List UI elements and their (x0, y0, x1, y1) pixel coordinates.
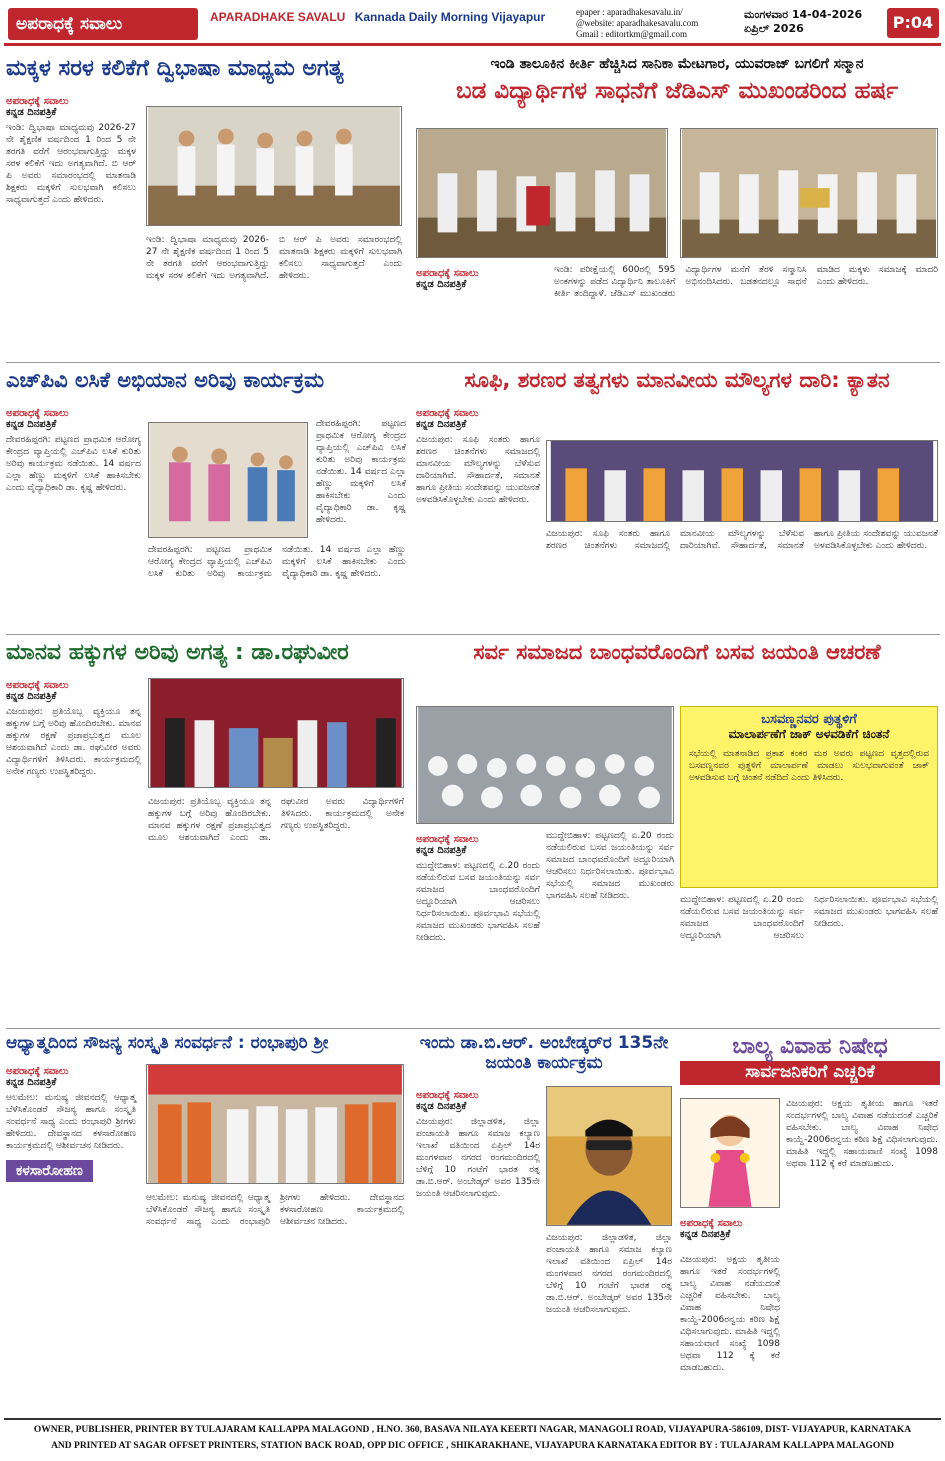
article-continued-2: ಮುದ್ದೇಬಿಹಾಳ: ಪಟ್ಟಣದಲ್ಲಿ ಏ.20 ರಂದು ನಡೆಯಲಿರುವ ಬಸವ ಜಯಂತಿಯನ್ನು ಸರ್ವ ಸಮಾಜದ ಬಾಂಧವರೊಂದಿಗೆ ಅದ್ದೂರಿಯಾಗಿ ಆಚರಿಸಲು ನಿರ್ಧರಿಸಲಾಯಿತು. ಪೂರ್ವಭಾವಿ ಸಭೆಯಲ್ಲಿ ಸಮಾಜದ ಮುಖಂಡರು ಭಾಗವಹಿಸಿ ಸಲಹೆ ನೀಡಿದರು. (680, 895, 938, 941)
byline: ಅಪರಾಧಕ್ಕೆ ಸವಾಲು (416, 834, 479, 845)
article-human-rights (6, 640, 406, 1022)
article-body: ವಿಜಯಪುರ: ಸೂಫಿ ಸಂತರು ಹಾಗೂ ಶರಣರ ಚಿಂತನೆಗಳು ಸಮಾಜದಲ್ಲಿ ಮಾನವೀಯ ಮೌಲ್ಯಗಳನ್ನು ಬೆಳೆಸುವ ದಾರಿಯಾಗಿವೆ. ಸೌಹಾರ್ದತೆ, ಸಮಾನತೆ ಹಾಗೂ ಪ್ರೀತಿಯ ಸಂದೇಶವನ್ನು ಯುವಜನತೆ ಅಳವಡಿಸಿಕೊಳ್ಳಬೇಕು ಎಂದು ಹೇಳಿದರು. (416, 435, 540, 505)
desk: ಕನ್ನಡ ದಿನಪತ್ರಿಕೆ (6, 107, 57, 118)
divider (6, 1028, 940, 1029)
page-number-badge: P:04 (887, 8, 939, 38)
article-text (6, 1062, 136, 1182)
desk: ಕನ್ನಡ ದಿನಪತ್ರಿಕೆ (680, 1229, 731, 1240)
child-bride-illustration (680, 1098, 780, 1208)
masthead (4, 4, 941, 46)
article-bilingual-medium (6, 56, 406, 356)
meeting-photo (416, 706, 674, 824)
human-rights-event-photo (148, 678, 404, 788)
headline: ಇಂದು ಡಾ.ಬಿ.ಆರ್. ಅಂಬೇಡ್ಕರ್‌ರ 135ನೇ ಜಯಂತಿ ಕಾರ್ಯಕ್ರಮ (419, 1034, 669, 1073)
article-continued: ವಿಜಯಪುರ: ಸೂಫಿ ಸಂತರು ಹಾಗೂ ಶರಣರ ಚಿಂತನೆಗಳು ಸಮಾಜದಲ್ಲಿ ಮಾನವೀಯ ಮೌಲ್ಯಗಳನ್ನು ಬೆಳೆಸುವ ದಾರಿಯಾಗಿವೆ. ಸೌಹಾರ್ದತೆ, ಸಮಾನತೆ ಹಾಗೂ ಪ್ರೀತಿಯ ಸಂದೇಶವನ್ನು ಯುವಜನತೆ ಅಳವಡಿಸಿಕೊಳ್ಳಬೇಕು ಎಂದು ಹೇಳಿದರು. (546, 529, 938, 551)
headline: ಮಕ್ಕಳ ಸರಳ ಕಲಿಕೆಗೆ ದ್ವಿಭಾಷಾ ಮಾಧ್ಯಮ ಅಗತ್ಯ (6, 56, 344, 81)
article-body: ಇಂಡಿ: ಪರೀಕ್ಷೆಯಲ್ಲಿ 600ರಲ್ಲಿ 595 ಅಂಕಗಳನ್ನು ಪಡೆದ ವಿದ್ಯಾರ್ಥಿನಿ ತಾಲೂಕಿಗೆ ಕೀರ್ತಿ ತಂದಿದ್ದಾಳೆ. ಜೆಡಿಎಸ್ ಮುಖಂಡರು ವಿದ್ಯಾರ್ಥಿಗಳ ಮನೆಗೆ ತೆರಳಿ ಸನ್ಮಾನಿಸಿ ಅಭಿನಂದಿಸಿದರು. ಬಡತನದಲ್ಲೂ ಸಾಧನೆ ಮಾಡಿದ ಮಕ್ಕಳು ಸಮಾಜಕ್ಕೆ ಮಾದರಿ ಎಂದು ಹೇಳಿದರು. (554, 265, 938, 299)
byline: ಅಪರಾಧಕ್ಕೆ ಸವಾಲು (416, 408, 479, 419)
article-body: ವಿಜಯಪುರ: ಅಕ್ಷಯ ತೃತೀಯ ಹಾಗೂ ಇತರೆ ಸಂದರ್ಭಗಳಲ್ಲಿ ಬಾಲ್ಯ ವಿವಾಹ ನಡೆಯದಂತೆ ಎಚ್ಚರಿಕೆ ವಹಿಸಬೇಕು. ಬಾಲ್ಯ ವಿವಾಹ ನಿಷೇಧ ಕಾಯ್ದೆ-2006ರನ್ವಯ ಕಠಿಣ ಶಿಕ್ಷೆ ವಿಧಿಸಲಾಗುವುದು. ಮಾಹಿತಿ ಇದ್ದಲ್ಲಿ ಸಹಾಯವಾಣಿ ಸಂಖ್ಯೆ 1098 ಅಥವಾ 112 ಕ್ಕೆ ಕರೆ ಮಾಡಬಹುದು. (786, 1099, 938, 1169)
kalasarohana-photo (146, 1064, 404, 1184)
article-body: ಆಲಮೇಲ: ಮನುಷ್ಯ ಜೀವನದಲ್ಲಿ ಆಧ್ಯಾತ್ಮ ಬೆಳೆಸಿಕೊಂಡರೆ ಸೌಜನ್ಯ ಹಾಗೂ ಸಂಸ್ಕೃತಿ ಸಂವರ್ಧನೆ ಸಾಧ್ಯ ಎಂದು ರಂಭಾಪುರಿ ಶ್ರೀಗಳು ಹೇಳಿದರು. ದೇವಸ್ಥಾನದ ಕಳಸಾರೋಹಣ ಕಾರ್ಯಕ್ರಮದಲ್ಲಿ ಆಶೀರ್ವಚನ ನೀಡಿದರು. (6, 1093, 136, 1151)
headline: ಸೂಫಿ, ಶರಣರ ತತ್ವಗಳು ಮಾನವೀಯ ಮೌಲ್ಯಗಳ ದಾರಿ: ಕ್ಯಾತನ (464, 368, 890, 392)
article-sufi-sharana (414, 368, 940, 628)
article-hpv-vaccine (6, 368, 406, 628)
article-body: ಇಂಡಿ: ದ್ವಿಭಾಷಾ ಮಾಧ್ಯಮವು 2026-27 ನೇ ಶೈಕ್ಷಣಿಕ ವರ್ಷದಿಂದ 1 ರಿಂದ 5 ನೇ ತರಗತಿ ವರೆಗೆ ಆರಂಭವಾಗುತ್ತಿದ್ದು ಮಕ್ಕಳ ಸರಳ ಕಲಿಕೆಗೆ ಇದು ಅಗತ್ಯವಾಗಿದೆ. ಬಿ ಆರ್ ಪಿ ಅವರು ಸಮಾರಂಭದಲ್ಲಿ ಮಾತನಾಡಿ ಶಿಕ್ಷಕರು ಮಕ್ಕಳಿಗೆ ಸುಲಭವಾಗಿ ಕಲಿಸಲು ಸಾಧ್ಯವಾಗುತ್ತದೆ ಎಂದು ಹೇಳಿದರು. (6, 123, 136, 205)
day-date: ಮಂಗಳವಾರ 14-04-2026 (744, 8, 863, 21)
article-child-marriage (680, 1034, 940, 1414)
box-title-1: ಬಸವಣ್ಣನವರ ಪುತ್ಥಳಿಗೆ (761, 712, 857, 727)
article-text (416, 264, 546, 294)
box-body: ಸಭೆಯಲ್ಲಿ ಮಾತನಾಡಿದ ಪ್ರಕಾಶ ಕಂಕರ ಮಠ ಅವರು ಪಟ್ಟಣದ ವೃತ್ತದಲ್ಲಿರುವ ಬಸವಣ್ಣನವರ ಪುತ್ಥಳಿಗೆ ಮಾಲಾರ್ಪಣೆ ಮಾಡಲು ಸುಲಭವಾಗುವಂತೆ ಜಾಕ್ ಅಳವಡಿಸುವ ಬಗ್ಗೆ ಚಿಂತನೆ ನಡೆದಿದೆ ಎಂದು ತಿಳಿಸಿದರು. (689, 748, 929, 783)
article-text (416, 404, 540, 506)
statue-jack-box (680, 706, 938, 888)
website-link[interactable]: @website: aparadhakesavalu.com (576, 18, 699, 28)
article-continued: ಇಂಡಿ: ದ್ವಿಭಾಷಾ ಮಾಧ್ಯಮವು 2026-27 ನೇ ಶೈಕ್ಷಣಿಕ ವರ್ಷದಿಂದ 1 ರಿಂದ 5 ನೇ ತರಗತಿ ವರೆಗೆ ಆರಂಭವಾಗುತ್ತಿದ್ದು ಮಕ್ಕಳ ಸರಳ ಕಲಿಕೆಗೆ ಇದು ಅಗತ್ಯವಾಗಿದೆ. ಬಿ ಆರ್ ಪಿ ಅವರು ಸಮಾರಂಭದಲ್ಲಿ ಮಾತನಾಡಿ ಶಿಕ್ಷಕರು ಮಕ್ಕಳಿಗೆ ಸುಲಭವಾಗಿ ಕಲಿಸಲು ಸಾಧ್ಯವಾಗುತ್ತದೆ ಎಂದು ಹೇಳಿದರು. (146, 235, 402, 281)
vaccine-camp-photo (148, 422, 308, 538)
article-rambhapuri-shri (6, 1034, 406, 1414)
desk: ಕನ್ನಡ ದಿನಪತ್ರಿಕೆ (6, 691, 57, 702)
article-basava-jayanti (414, 640, 940, 1022)
headline-1: ಬಾಲ್ಯ ವಿವಾಹ ನಿಷೇಧ (732, 1034, 888, 1059)
article-text (6, 92, 136, 206)
desk: ಕನ್ನಡ ದಿನಪತ್ರಿಕೆ (6, 419, 57, 430)
kicker: ಇಂಡಿ ತಾಲೂಕಿನ ಕೀರ್ತಿ ಹೆಚ್ಚಿಸಿದ ಸಾನಿಕಾ ಮೇಟಗಾರ, ಯುವರಾಜ್ ಬಗಲಿಗೆ ಸನ್ಮಾನ (490, 56, 864, 72)
article-continued: ದೇವರಹಿಪ್ಪರಗಿ: ಪಟ್ಟಣದ ಪ್ರಾಥಮಿಕ ಆರೋಗ್ಯ ಕೇಂದ್ರದ ವ್ಯಾಪ್ತಿಯಲ್ಲಿ ಎಚ್‌ಪಿವಿ ಲಸಿಕೆ ಕುರಿತು ಅರಿವು ಕಾರ್ಯಕ್ರಮ ನಡೆಯಿತು. 14 ವರ್ಷದ ಎಲ್ಲಾ ಹೆಣ್ಣು ಮಕ್ಕಳಿಗೆ ಲಸಿಕೆ ಹಾಕಿಸಬೇಕು ಎಂದು ವೈದ್ಯಾಧಿಕಾರಿ ಡಾ. ಕೃಷ್ಣ ಹೇಳಿದರು. (148, 545, 406, 579)
imprint-line-1: OWNER, PUBLISHER, PRINTER BY TULAJARAM KALLAPPA MALAGOND , H.NO. 360, BASAVA NILAYA KEERTI NAGAR, MANAGOLI ROAD, VIJAYAPURA-586109, DIST- VIJAYAPUR, KARNATAKA (33, 1425, 912, 1435)
article-body: ವಿಜಯಪುರ: ಜಿಲ್ಲಾಡಳಿತ, ಜಿಲ್ಲಾ ಪಂಚಾಯತಿ ಹಾಗೂ ಸಮಾಜ ಕಲ್ಯಾಣ ಇಲಾಖೆ ವತಿಯಿಂದ ಏಪ್ರಿಲ್ 14ರ ಮಂಗಳವಾರ ನಗರದ ರಂಗಮಂದಿರದಲ್ಲಿ ಬೆಳಿಗ್ಗೆ 10 ಗಂಟೆಗೆ ಭಾರತ ರತ್ನ ಡಾ.ಬಿ.ಆರ್. ಅಂಬೇಡ್ಕರ್ ಅವರ 135ನೇ ಜಯಂತಿ ಆಚರಿಸಲಾಗುವುದು. (416, 1117, 540, 1199)
byline: ಅಪರಾಧಕ್ಕೆ ಸವಾಲು (416, 1090, 479, 1101)
masthead-title (210, 10, 545, 24)
date-box (744, 8, 862, 36)
desk: ಕನ್ನಡ ದಿನಪತ್ರಿಕೆ (416, 1101, 467, 1112)
headline: ಬಡ ವಿದ್ಯಾರ್ಥಿಗಳ ಸಾಧನೆಗೆ ಜೆಡಿಎಸ್ ಮುಖಂಡರಿಂದ ಹರ್ಷ (456, 78, 898, 105)
byline: ಅಪರಾಧಕ್ಕೆ ಸವಾಲು (416, 268, 479, 279)
divider (6, 362, 940, 363)
byline: ಅಪರಾಧಕ್ಕೆ ಸವಾಲು (680, 1218, 743, 1229)
article-text (6, 676, 141, 778)
gmail-link[interactable]: Gmail : editortkm@gmail.com (576, 29, 688, 39)
article-ambedkar-jayanti (414, 1034, 674, 1414)
article-body: ವಿಜಯಪುರ: ಪ್ರತಿಯೊಬ್ಬ ವ್ಯಕ್ತಿಯೂ ತನ್ನ ಹಕ್ಕುಗಳ ಬಗ್ಗೆ ಅರಿವು ಹೊಂದಿರಬೇಕು. ಮಾನವ ಹಕ್ಕುಗಳ ರಕ್ಷಣೆ ಪ್ರಜಾಪ್ರಭುತ್ವದ ಮೂಲ ಆಶಯವಾಗಿದೆ ಎಂದು ಡಾ. ರಘುವೀರ ಅವರು ವಿದ್ಯಾರ್ಥಿಗಳಿಗೆ ತಿಳಿಸಿದರು. ಕಾರ್ಯಕ್ರಮದಲ್ಲಿ ಅನೇಕ ಗಣ್ಯರು ಉಪಸ್ಥಿತರಿದ್ದರು. (6, 707, 141, 777)
imprint-line-2: AND PRINTED AT SAGAR OFFSET PRINTERS, STATION BACK ROAD, OPP DIC OFFICE , SHIKARAKHANE, VIJAYAPURA KARNATAKA EDITOR BY : TULAJARAM KALLAPPA MALAGOND (51, 1441, 894, 1451)
subtitle-en: Kannada Daily Morning Vijayapur (354, 10, 546, 24)
newspaper-logo: ಅಪರಾಧಕ್ಕೆ ಸವಾಲು (8, 8, 198, 40)
section-tag: ಕಳಸಾರೋಹಣ (6, 1160, 93, 1182)
event-photo (146, 106, 402, 226)
desk: ಕನ್ನಡ ದಿನಪತ್ರಿಕೆ (6, 1077, 57, 1088)
divider (6, 634, 940, 635)
group-photo (546, 440, 938, 522)
headline: ಆಧ್ಯಾತ್ಮದಿಂದ ಸೌಜನ್ಯ ಸಂಸ್ಕೃತಿ ಸಂವರ್ಧನೆ : ರಂಭಾಪುರಿ ಶ್ರೀ (6, 1034, 329, 1053)
epaper-link[interactable]: epaper : aparadhakesavalu.in/ (576, 7, 683, 17)
headline: ಎಚ್‌ಪಿವಿ ಲಸಿಕೆ ಅಭಿಯಾನ ಅರಿವು ಕಾರ್ಯಕ್ರಮ (6, 368, 325, 392)
felicitation-photo-2 (680, 128, 938, 258)
title-en: APARADHAKE SAVALU (210, 10, 346, 24)
felicitation-photo-1 (416, 128, 668, 258)
box-title-2: ಮಾಲಾರ್ಪಣೆಗೆ ಜಾಕ್ ಅಳವಡಿಕೆಗೆ ಚಿಂತನೆ (728, 726, 890, 741)
month-year: ಏಪ್ರಿಲ್ 2026 (744, 22, 804, 35)
article-continued: ಆಲಮೇಲ: ಮನುಷ್ಯ ಜೀವನದಲ್ಲಿ ಆಧ್ಯಾತ್ಮ ಬೆಳೆಸಿಕೊಂಡರೆ ಸೌಜನ್ಯ ಹಾಗೂ ಸಂಸ್ಕೃತಿ ಸಂವರ್ಧನೆ ಸಾಧ್ಯ ಎಂದು ರಂಭಾಪುರಿ ಶ್ರೀಗಳು ಹೇಳಿದರು. ದೇವಸ್ಥಾನದ ಕಳಸಾರೋಹಣ ಕಾರ್ಯಕ್ರಮದಲ್ಲಿ ಆಶೀರ್ವಚನ ನೀಡಿದರು. (146, 1193, 404, 1227)
article-body-side: ದೇವರಹಿಪ್ಪರಗಿ: ಪಟ್ಟಣದ ಪ್ರಾಥಮಿಕ ಆರೋಗ್ಯ ಕೇಂದ್ರದ ವ್ಯಾಪ್ತಿಯಲ್ಲಿ ಎಚ್‌ಪಿವಿ ಲಸಿಕೆ ಕುರಿತು ಅರಿವು ಕಾರ್ಯಕ್ರಮ ನಡೆಯಿತು. 14 ವರ್ಷದ ಎಲ್ಲಾ ಹೆಣ್ಣು ಮಕ್ಕಳಿಗೆ ಲಸಿಕೆ ಹಾಕಿಸಬೇಕು ಎಂದು ವೈದ್ಯಾಧಿಕಾರಿ ಡಾ. ಕೃಷ್ಣ ಹೇಳಿದರು. (316, 419, 406, 525)
ambedkar-portrait (546, 1086, 672, 1226)
byline: ಅಪರಾಧಕ್ಕೆ ಸವಾಲು (6, 408, 69, 419)
article-text (680, 1214, 780, 1244)
desk: ಕನ್ನಡ ದಿನಪತ್ರಿಕೆ (416, 419, 467, 430)
article-jds-students (414, 56, 940, 356)
headline: ಮಾನವ ಹಕ್ಕುಗಳ ಅರಿವು ಅಗತ್ಯ : ಡಾ.ರಘುವೀರ (6, 640, 349, 665)
contact-info (576, 7, 698, 40)
headline-2: ಸಾರ್ವಜನಿಕರಿಗೆ ಎಚ್ಚರಿಕೆ (680, 1061, 940, 1085)
byline: ಅಪರಾಧಕ್ಕೆ ಸವಾಲು (6, 680, 69, 691)
headline: ಸರ್ವ ಸಮಾಜದ ಬಾಂಧವರೊಂದಿಗೆ ಬಸವ ಜಯಂತಿ ಆಚರಣೆ (473, 640, 881, 664)
article-body: ದೇವರಹಿಪ್ಪರಗಿ: ಪಟ್ಟಣದ ಪ್ರಾಥಮಿಕ ಆರೋಗ್ಯ ಕೇಂದ್ರದ ವ್ಯಾಪ್ತಿಯಲ್ಲಿ ಎಚ್‌ಪಿವಿ ಲಸಿಕೆ ಕುರಿತು ಅರಿವು ಕಾರ್ಯಕ್ರಮ ನಡೆಯಿತು. 14 ವರ್ಷದ ಎಲ್ಲಾ ಹೆಣ್ಣು ಮಕ್ಕಳಿಗೆ ಲಸಿಕೆ ಹಾಕಿಸಬೇಕು ಎಂದು ವೈದ್ಯಾಧಿಕಾರಿ ಡಾ. ಕೃಷ್ಣ ಹೇಳಿದರು. (6, 435, 141, 493)
article-body: ಮುದ್ದೇಬಿಹಾಳ: ಪಟ್ಟಣದಲ್ಲಿ ಏ.20 ರಂದು ನಡೆಯಲಿರುವ ಬಸವ ಜಯಂತಿಯನ್ನು ಸರ್ವ ಸಮಾಜದ ಬಾಂಧವರೊಂದಿಗೆ ಅದ್ದೂರಿಯಾಗಿ ಆಚರಿಸಲು ನಿರ್ಧರಿಸಲಾಯಿತು. ಪೂರ್ವಭಾವಿ ಸಭೆಯಲ್ಲಿ ಸಮಾಜದ ಮುಖಂಡರು ಭಾಗವಹಿಸಿ ಸಲಹೆ ನೀಡಿದರು. (416, 861, 540, 943)
article-continued: ಮುದ್ದೇಬಿಹಾಳ: ಪಟ್ಟಣದಲ್ಲಿ ಏ.20 ರಂದು ನಡೆಯಲಿರುವ ಬಸವ ಜಯಂತಿಯನ್ನು ಸರ್ವ ಸಮಾಜದ ಬಾಂಧವರೊಂದಿಗೆ ಅದ್ದೂರಿಯಾಗಿ ಆಚರಿಸಲು ನಿರ್ಧರಿಸಲಾಯಿತು. ಪೂರ್ವಭಾವಿ ಸಭೆಯಲ್ಲಿ ಸಮಾಜದ ಮುಖಂಡರು ಭಾಗವಹಿಸಿ ಸಲಹೆ ನೀಡಿದರು. (546, 831, 674, 901)
article-text (6, 404, 141, 494)
byline: ಅಪರಾಧಕ್ಕೆ ಸವಾಲು (6, 96, 69, 107)
desk: ಕನ್ನಡ ದಿನಪತ್ರಿಕೆ (416, 845, 467, 856)
article-continued: ವಿಜಯಪುರ: ಅಕ್ಷಯ ತೃತೀಯ ಹಾಗೂ ಇತರೆ ಸಂದರ್ಭಗಳಲ್ಲಿ ಬಾಲ್ಯ ವಿವಾಹ ನಡೆಯದಂತೆ ಎಚ್ಚರಿಕೆ ವಹಿಸಬೇಕು. ಬಾಲ್ಯ ವಿವಾಹ ನಿಷೇಧ ಕಾಯ್ದೆ-2006ರನ್ವಯ ಕಠಿಣ ಶಿಕ್ಷೆ ವಿಧಿಸಲಾಗುವುದು. ಮಾಹಿತಿ ಇದ್ದಲ್ಲಿ ಸಹಾಯವಾಣಿ ಸಂಖ್ಯೆ 1098 ಅಥವಾ 112 ಕ್ಕೆ ಕರೆ ಮಾಡಬಹುದು. (680, 1255, 780, 1373)
imprint-footer (4, 1418, 941, 1456)
article-continued: ವಿಜಯಪುರ: ಜಿಲ್ಲಾಡಳಿತ, ಜಿಲ್ಲಾ ಪಂಚಾಯತಿ ಹಾಗೂ ಸಮಾಜ ಕಲ್ಯಾಣ ಇಲಾಖೆ ವತಿಯಿಂದ ಏಪ್ರಿಲ್ 14ರ ಮಂಗಳವಾರ ನಗರದ ರಂಗಮಂದಿರದಲ್ಲಿ ಬೆಳಿಗ್ಗೆ 10 ಗಂಟೆಗೆ ಭಾರತ ರತ್ನ ಡಾ.ಬಿ.ಆರ್. ಅಂಬೇಡ್ಕರ್ ಅವರ 135ನೇ ಜಯಂತಿ ಆಚರಿಸಲಾಗುವುದು. (546, 1233, 672, 1315)
article-text (416, 1086, 540, 1200)
desk: ಕನ್ನಡ ದಿನಪತ್ರಿಕೆ (416, 279, 467, 290)
article-continued: ವಿಜಯಪುರ: ಪ್ರತಿಯೊಬ್ಬ ವ್ಯಕ್ತಿಯೂ ತನ್ನ ಹಕ್ಕುಗಳ ಬಗ್ಗೆ ಅರಿವು ಹೊಂದಿರಬೇಕು. ಮಾನವ ಹಕ್ಕುಗಳ ರಕ್ಷಣೆ ಪ್ರಜಾಪ್ರಭುತ್ವದ ಮೂಲ ಆಶಯವಾಗಿದೆ ಎಂದು ಡಾ. ರಘುವೀರ ಅವರು ವಿದ್ಯಾರ್ಥಿಗಳಿಗೆ ತಿಳಿಸಿದರು. ಕಾರ್ಯಕ್ರಮದಲ್ಲಿ ಅನೇಕ ಗಣ್ಯರು ಉಪಸ್ಥಿತರಿದ್ದರು. (148, 797, 404, 843)
byline: ಅಪರಾಧಕ್ಕೆ ಸವಾಲು (6, 1066, 69, 1077)
article-text (416, 830, 540, 944)
